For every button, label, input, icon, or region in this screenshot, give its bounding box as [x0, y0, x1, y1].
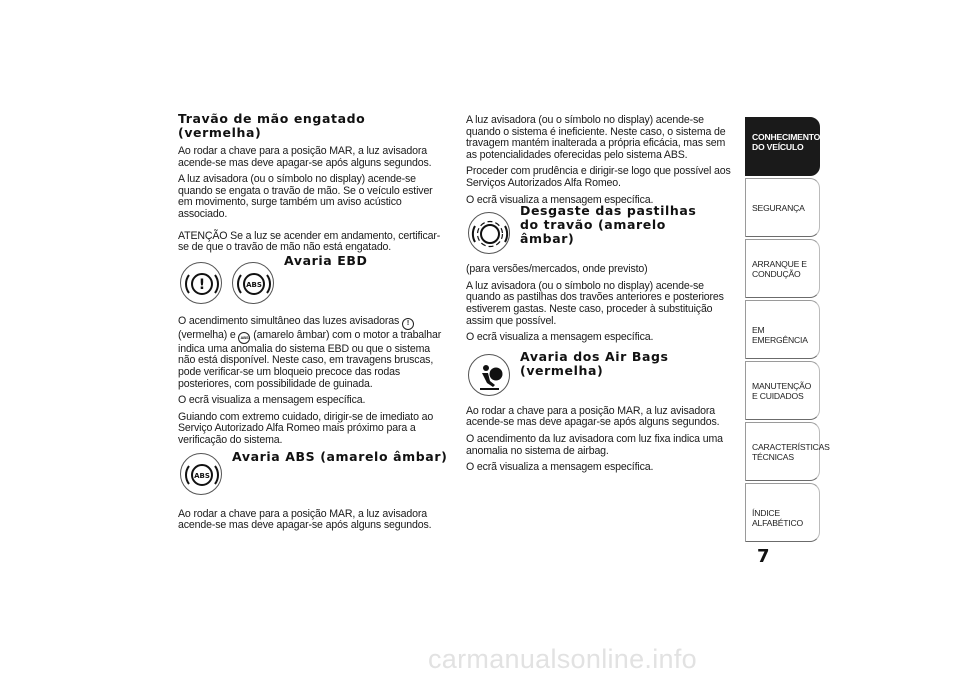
handbrake-attention: ATENÇÃO Se a luz se acender em andamento, certificar-se de que o travão de mão não está engatado.	[178, 229, 441, 254]
ebd-para-1-a: O acendimento simultâneo das luzes avisadoras	[178, 314, 400, 327]
footer-watermark: carmanualsonline.info	[428, 644, 697, 674]
abs-inline-icon: ABS	[238, 332, 250, 344]
brake-warning-icon	[180, 262, 222, 304]
pads-para-2: A luz avisadora (ou o símbolo no display) acende-se quando as pastilhas dos travões anteriores e posteriores estiverem gastas. Neste caso, proceder à substituição assim que possível.	[466, 279, 724, 327]
tab-seguranca[interactable]	[745, 178, 820, 237]
section-title-brake-pads: Desgaste das pastilhas do travão (amarelo âmbar)	[520, 203, 697, 247]
abs-cont-para-3: O ecrã visualiza a mensagem específica.	[466, 193, 654, 206]
airbag-header	[468, 348, 738, 396]
abs-fault-icon	[180, 453, 222, 495]
tab-conhecimento[interactable]	[745, 117, 820, 176]
ebd-para-2: O ecrã visualiza a mensagem específica.	[178, 394, 366, 407]
ebd-para-1	[178, 316, 448, 390]
abs-para-1: Ao rodar a chave para a posição MAR, a luz avisadora acende-se mas deve apagar-se após alguns segundos.	[178, 507, 432, 532]
abs-warning-label: ABS	[246, 280, 262, 289]
airbag-para-2: O acendimento da luz avisadora com luz fixa indica uma anomalia no sistema de airbag.	[466, 432, 723, 457]
section-title-abs: Avaria ABS (amarelo âmbar)	[232, 448, 448, 464]
page-number: 7	[757, 546, 770, 567]
tab-caracteristicas[interactable]	[745, 422, 830, 481]
abs-cont-para-2: Proceder com prudência e dirigir-se logo que possível aos Serviços Autorizados Alfa Romeo.	[466, 165, 731, 189]
ebd-header	[180, 252, 448, 304]
chapter-tabs	[745, 117, 830, 544]
tab-manutencao[interactable]	[745, 361, 820, 420]
brake-warning-mark: !	[198, 276, 206, 293]
brake-pads-icon	[468, 212, 510, 254]
tab-label: ARRANQUE E CONDUÇÃO	[752, 259, 807, 279]
tab-label: ÍNDICE ALFABÉTICO	[752, 508, 804, 528]
tab-arranque[interactable]	[745, 239, 820, 298]
brake-pads-header	[468, 203, 738, 254]
tab-label: EM EMERGÊNCIA	[752, 325, 808, 345]
airbag-icon	[468, 354, 510, 396]
tab-label: MANUTENÇÃO E CUIDADOS	[752, 381, 812, 401]
right-column	[466, 112, 738, 479]
abs-cont-para-1: A luz avisadora (ou o símbolo no display) acende-se quando o sistema é ineficiente. Neste caso, o sistema de travagem mantém inalterada a própria eficácia, mas sem as potencialidades oferecidas pelo sistema ABS.	[466, 114, 726, 161]
handbrake-para-1: Ao rodar a chave para a posição MAR, a luz avisadora acende-se mas deve apagar-se após alguns segundos.	[178, 145, 432, 169]
tab-emergencia[interactable]	[745, 300, 820, 359]
abs-fault-label: ABS	[194, 471, 210, 480]
airbag-para-3: O ecrã visualiza a mensagem específica.	[466, 461, 654, 474]
airbag-para-1: Ao rodar a chave para a posição MAR, a luz avisadora acende-se mas deve apagar-se após alguns segundos.	[466, 404, 720, 429]
abs-warning-icon	[232, 262, 274, 304]
ebd-para-1-c: (amarelo âmbar) com o motor a trabalhar indica uma anomalia do sistema EBD ou que o sistema não está disponível. Neste caso, em travagens bruscas, pode verificar-se um bloqueio precoce das rodas posteriores, com possibilidade de guinada.	[178, 328, 442, 390]
tab-label: CARACTERÍSTICAS TÉCNICAS	[752, 442, 830, 462]
ebd-para-1-b: (vermelha) e	[178, 328, 236, 341]
left-column	[178, 112, 448, 537]
section-title-ebd: Avaria EBD	[284, 252, 368, 268]
section-title-handbrake: Travão de mão engatado (vermelha)	[178, 111, 366, 140]
tab-label: SEGURANÇA	[752, 203, 805, 213]
pads-para-3: O ecrã visualiza a mensagem específica.	[466, 331, 654, 344]
abs-header	[180, 448, 448, 495]
section-title-airbag: Avaria dos Air Bags (vermelha)	[520, 348, 669, 378]
ebd-para-3: Guiando com extremo cuidado, dirigir-se de imediato ao Serviço Autorizado Alfa Romeo mais próximo para a verificação do sistema.	[178, 410, 434, 446]
tab-indice[interactable]	[745, 483, 820, 542]
brake-inline-icon: !	[402, 318, 414, 330]
tab-label: CONHECIMENTO DO VEÍCULO	[752, 132, 821, 152]
pads-para-1: (para versões/mercados, onde previsto)	[466, 263, 648, 276]
handbrake-para-2: A luz avisadora (ou o símbolo no display) acende-se quando se engata o travão de mão. Se o veículo estiver em movimento, surge também um aviso acústico associado.	[178, 173, 433, 220]
